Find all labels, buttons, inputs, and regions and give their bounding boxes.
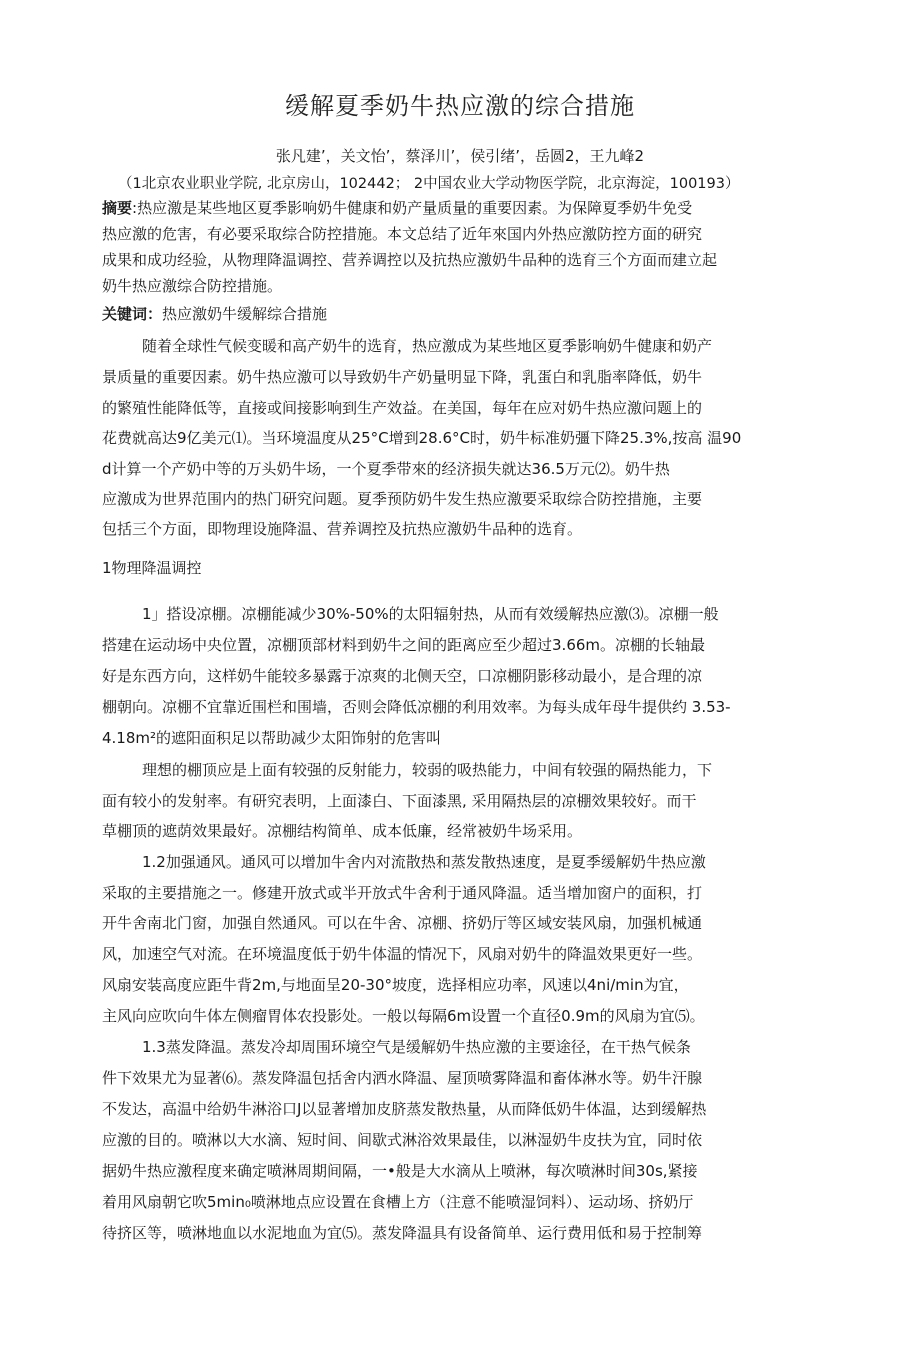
body-line: 理想的棚顶应是上面有较强的反射能力，较弱的吸热能力，中间有较强的隔热能力，下 xyxy=(142,761,713,779)
body-line: 面有较小的发射率。有研究表明，上面漆白、下面漆黑, 采用隔热层的凉棚效果较好。而干 xyxy=(102,792,697,810)
body-line: 棚朝向。凉棚不宜靠近围栏和围墙，否则会降低凉棚的利用效率。为每头成年母牛提供约 3.53- xyxy=(102,698,731,716)
body-line: 着用风扇朝它吹5min₀喷淋地点应设置在食槽上方（注意不能喷湿饲料）、运动场、挤奶厅 xyxy=(102,1193,694,1211)
body-line: 主风向应吹向牛体左侧瘤胃体农投影处。一般以每隔6m设置一个直径0.9m的风扇为宜⑸。 xyxy=(102,1007,705,1025)
body-line: 件下效果尤为显著⑹。蒸发降温包括舍内洒水降温、屋顶喷雾降温和畜体淋水等。奶牛汗腺 xyxy=(102,1069,703,1087)
body-line: 不发达，高温中给奶牛淋浴口J以显著增加皮脐蒸发散热量，从而降低奶牛体温，达到缓解热 xyxy=(102,1100,707,1118)
body-line: 的繁殖性能降低等，直接或间接影响到生产效益。在美国，每年在应对奶牛热应激问题上的 xyxy=(102,399,703,417)
body-line: 好是东西方向，这样奶牛能较多暴露于凉爽的北侧天空，口凉棚阴影移动最小，是合理的凉 xyxy=(102,667,703,685)
body-line: 1.3蒸发降温。蒸发冷却周围环境空气是缓解奶牛热应激的主要途径，在干热气候条 xyxy=(142,1038,691,1056)
abstract-line: 摘要:热应激是某些地区夏季影响奶牛健康和奶产量质量的重要因素。为保障夏季奶牛免受 xyxy=(102,199,693,217)
body-line: 1」搭设凉棚。凉棚能减少30%-50%的太阳辐射热，从而有效缓解热应激⑶。凉棚一般 xyxy=(142,605,719,623)
body-line: 随着全球性气候变暖和高产奶牛的选育，热应激成为某些地区夏季影响奶牛健康和奶产 xyxy=(142,337,713,355)
section-heading: 1物理降温调控 xyxy=(102,559,202,577)
body-line: 草棚顶的遮荫效果最好。凉棚结构简单、成本低廉，经常被奶牛场采用。 xyxy=(102,822,583,840)
abstract-line: 热应激的危害，有必要采取综合防控措施。本文总结了近年來国内外热应激防控方面的研究 xyxy=(102,225,703,243)
body-line: 花费就高达9亿美元⑴。当环境温度从25°C增到28.6°C时，奶牛标准奶彊下降25.3%,按高 温90 xyxy=(102,429,742,447)
keywords-label: 关键词： xyxy=(102,305,163,323)
body-line: 1.2加强通风。通风可以增加牛舍内对流散热和蒸发散热速度，是夏季缓解奶牛热应激 xyxy=(142,853,706,871)
body-line: d计算一个产奶中等的万头奶牛场，一个夏季带來的经济损失就达36.5万元⑵。奶牛热 xyxy=(102,460,670,478)
body-line: 景质量的重要因素。奶牛热应激可以导致奶牛产奶量明显下降，乳蛋白和乳脂率降低，奶牛 xyxy=(102,368,703,386)
abstract-label: 摘要 xyxy=(102,199,133,217)
abstract-line: 奶牛热应激综合防控措施。 xyxy=(102,277,283,295)
paper-title: 缓解夏季奶牛热应激的综合措施 xyxy=(285,92,635,120)
body-line: 待挤区等，喷淋地血以水泥地血为宜⑸。蒸发降温具有设备简单、运行费用低和易于控制筹 xyxy=(102,1224,703,1242)
keywords-text: 热应激奶牛缓解综合措施 xyxy=(162,305,328,323)
body-line: 包括三个方面，即物理设施降温、营养调控及抗热应激奶牛品种的选育。 xyxy=(102,520,583,538)
body-line: 风扇安装高度应距牛背2m,与地面呈20-30°坡度，选择相应功率，风速以4ni/min为宜， xyxy=(102,976,689,994)
body-line: 据奶牛热应激程度来确定喷淋周期间隔，一•般是大水滴从上喷淋，每次喷淋时间30s,紧接 xyxy=(102,1162,698,1180)
abstract-line: 成果和成功经验，从物理降温调控、营养调控以及抗热应激奶牛品种的选育三个方面而建立起 xyxy=(102,251,718,269)
body-line: 采取的主要措施之一。修建开放式或半开放式牛舍利于通风降温。适当增加窗户的面积，打 xyxy=(102,884,703,902)
body-line: 4.18m²的遮阳面积足以帮助减少太阳饰射的危害叫 xyxy=(102,729,442,747)
affiliation: （1北京农业职业学院, 北京房山，102442； 2中国农业大学动物医学院，北京海淀，100193） xyxy=(118,176,740,192)
body-line: 风，加速空气对流。在环境温度低于奶牛体温的情况下，风扇对奶牛的降温效果更好一些。 xyxy=(102,945,703,963)
keywords-line xyxy=(102,304,327,324)
author-list: 张凡建’，关文怡’，蔡泽川’，侯引绪’，岳圆2，王九峰2 xyxy=(275,147,645,165)
body-line: 应激的目的。喷淋以大水滴、短时间、间歇式淋浴效果最佳，以淋湿奶牛皮扶为宜，同时依 xyxy=(102,1131,703,1149)
body-line: 开牛舍南北门窗，加强自然通风。可以在牛舍、凉棚、挤奶厅等区域安装风扇，加强机械通 xyxy=(102,914,703,932)
body-line: 应激成为世界范围内的热门研究问题。夏季预防奶牛发生热应激要采取综合防控措施，主要 xyxy=(102,490,703,508)
body-line: 搭建在运动场中央位置，凉棚顶部材料到奶牛之间的距离应至少超过3.66m。凉棚的长轴最 xyxy=(102,636,706,654)
